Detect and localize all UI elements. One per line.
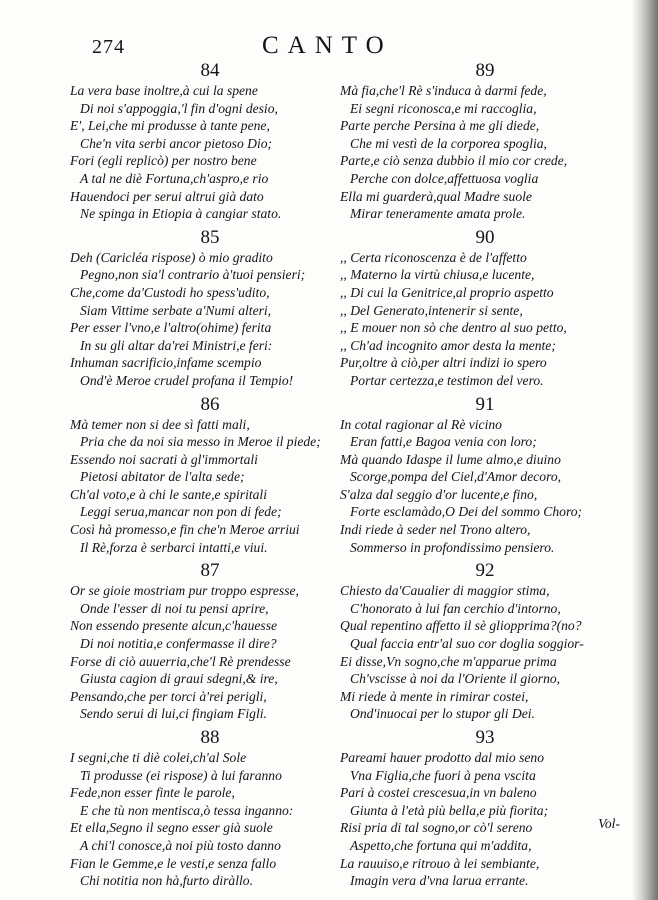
verse-line: Pur,oltre à ciò,per altri indizi io spero: [340, 355, 547, 371]
stanza: [70, 727, 350, 890]
verse-line: Ne spinga in Etiopia à cangiar stato.: [80, 206, 282, 222]
verse-line: Di noi s'appoggia,'l fin d'ogni desio,: [80, 100, 278, 116]
verse-line: Or se gioie mostriam pur troppo espresse,: [70, 583, 299, 599]
catchword: Vol-: [598, 816, 620, 831]
stanza-number: 87: [200, 560, 220, 582]
stanza: [70, 394, 350, 561]
verse-line: Ella mi guarderà,qual Madre suole: [340, 188, 532, 204]
verse-line: Il Rè,forza è serbarci intatti,e viui.: [80, 539, 268, 555]
binding-gutter-shadow: [632, 0, 658, 900]
verse-line: Et ella,Segno il segno esser già suole: [70, 820, 273, 836]
stanza-number: 92: [475, 560, 495, 582]
verse-line: ,, E mouer non sò che dentro al suo petto,: [340, 320, 567, 336]
verse-line: Scorge,pompa del Ciel,d'Amor decoro,: [350, 469, 562, 485]
verse-line: Imagin vera d'vna larua errante.: [350, 873, 529, 889]
verse-line: Perche con dolce,affettuosa voglia: [350, 170, 539, 186]
verse-line: A tal ne diè Fortuna,ch'aspro,e rio: [80, 170, 269, 186]
verse-line: La rauuiso,e ritrouo à lei sembiante,: [340, 855, 540, 871]
verse-line: Indi riede à seder nel Trono altero,: [340, 522, 531, 538]
verse-line: Che,come da'Custodi ho spess'udito,: [70, 284, 270, 300]
verse-line: Mirar teneramente amata prole.: [350, 206, 526, 222]
verse-line: ,, Ch'ad incognito amor desta la mente;: [340, 337, 556, 353]
verse-line: Così hà promesso,e fin che'n Meroe arriui: [70, 522, 300, 538]
verse-line: Chiesto da'Caualier di maggior stima,: [340, 583, 550, 599]
verse-line: Giunta à l'età più bella,e più fiorita;: [350, 802, 549, 818]
verse-line: Ond'inuocai per lo stupor gli Dei.: [350, 706, 535, 722]
stanza: [70, 60, 350, 227]
verse-line: Ch'vscisse à noi da l'Oriente il giorno,: [350, 671, 561, 687]
right-column: [340, 60, 630, 890]
verse-line: ,, Certa riconoscenza è de l'affetto: [340, 249, 527, 265]
verse-line: E', Lei,che mi produsse à tante pene,: [70, 118, 270, 134]
verse-line: Onde l'esser di noi tu pensi aprire,: [80, 600, 269, 616]
verse-line: Non essendo presente alcun,c'hauesse: [70, 618, 278, 634]
verse-line: Pareami hauer prodotto dal mio seno: [340, 750, 545, 765]
stanza-number: 86: [200, 393, 220, 415]
stanza: [70, 227, 350, 394]
verse-line: Ond'è Meroe crudel profana il Tempio!: [80, 372, 294, 388]
verse-line: E che tù non mentisca,ò tessa inganno:: [80, 802, 294, 818]
verse-line: ,, Di cui la Genitrice,al proprio aspetto: [340, 284, 554, 300]
stanza-number: 89: [475, 60, 495, 81]
verse-line: Portar certezza,e testimon del vero.: [350, 372, 544, 388]
verse-line: Che mi vestì de la corporea spoglia,: [350, 135, 547, 151]
verse-line: Qual repentino affetto il sè gliopprima?(no?: [340, 618, 582, 634]
stanza-number: 93: [475, 727, 495, 748]
verse-line: Eran fatti,e Bagoa venia con loro;: [350, 434, 537, 450]
verse-line: Mà temer non si dee sì fatti mali,: [70, 416, 250, 432]
verse-line: Fori (egli replicò) per nostro bene: [70, 153, 257, 169]
stanza: [340, 227, 630, 394]
verse-line: Pria che da noi sia messo in Meroe il piede;: [80, 434, 321, 450]
verse-line: ,, Del Generato,intenerir si sente,: [340, 302, 523, 318]
verse-line: Qual faccia entr'al suo cor doglia soggior-: [350, 636, 584, 652]
stanza-number: 88: [200, 727, 220, 748]
verse-line: Ti produsse (ei rispose) à lui faranno: [80, 767, 282, 783]
verse-line: Pari à costei crescesua,in vn baleno: [340, 785, 537, 801]
verse-line: Ch'al voto,e à chi le sante,e spiritali: [70, 486, 267, 502]
stanza: [340, 394, 630, 561]
verse-line: Aspetto,che fortuna qui m'addita,: [350, 837, 532, 853]
verse-line: Di noi notitia,e confermasse il dire?: [80, 636, 277, 652]
stanza-number: 84: [200, 60, 220, 81]
verse-line: Essendo noi sacrati à gl'immortali: [70, 451, 258, 467]
verse-line: Ei disse,Vn sogno,che m'apparue prima: [340, 653, 557, 669]
verse-line: Hauendoci per serui altrui già dato: [70, 188, 264, 204]
verse-line: Mà fia,che'l Rè s'induca à darmi fede,: [340, 83, 547, 98]
verse-line: In cotal ragionar al Rè vicino: [340, 416, 502, 432]
verse-line: A chi'l conosce,à noi più tosto danno: [80, 837, 281, 853]
verse-line: Che'n vita serbi ancor pietoso Dio;: [80, 135, 273, 151]
verse-line: Ei segni riconosca,e mi raccoglia,: [350, 100, 537, 116]
verse-line: Vna Figlia,che fuori à pena vscita: [350, 767, 536, 783]
verse-line: Chi notitia non hà,furto diràllo.: [80, 873, 253, 889]
verse-line: Pietosi abitator de l'alta sede;: [80, 469, 245, 485]
left-column: [70, 60, 350, 890]
verse-line: Per esser l'vno,e l'altro(ohime) ferita: [70, 320, 272, 336]
verse-line: Deh (Caricléa rispose) ò mio gradito: [70, 249, 273, 265]
verse-line: Sommerso in profondissimo pensiero.: [350, 539, 555, 555]
verse-line: Mà quando Idaspe il lume almo,e diuino: [340, 451, 561, 467]
verse-line: C'honorato à lui fan cerchio d'intorno,: [350, 600, 561, 616]
verse-line: Sendo serui di lui,ci fingiam Figli.: [80, 706, 267, 722]
verse-line: ,, Materno la virtù chiusa,e lucente,: [340, 267, 535, 283]
verse-line: Siam Vittime serbate a'Numi alteri,: [80, 302, 272, 318]
stanza: [340, 60, 630, 227]
verse-line: La vera base inoltre,à cui la spene: [70, 83, 258, 98]
verse-line: Leggi serua,mancar non pon di fede;: [80, 504, 282, 520]
page-number: 274: [92, 36, 125, 58]
verse-line: Inhuman sacrificio,infame scempio: [70, 355, 262, 371]
stanza: [340, 727, 630, 890]
verse-line: Parte perche Persina à me gli diede,: [340, 118, 540, 134]
verse-line: In su gli altar da'rei Ministri,e feri:: [80, 337, 273, 353]
verse-line: Parte,e ciò senza dubbio il mio cor crede,: [340, 153, 568, 169]
verse-line: Fede,non esser finte le parole,: [70, 785, 235, 801]
stanza: [340, 560, 630, 727]
verse-line: Fian le Gemme,e le vesti,e senza fallo: [70, 855, 277, 871]
running-head: CANTO: [262, 32, 393, 59]
verse-line: Mi riede à mente in rimirar costei,: [340, 688, 529, 704]
stanza-number: 90: [475, 226, 495, 248]
verse-line: Forse di ciò auuerria,che'l Rè prendesse: [70, 653, 291, 669]
verse-line: Giusta cagion di graui sdegni,& ire,: [80, 671, 278, 687]
verse-line: Pegno,non sia'l contrario à'tuoi pensieri;: [80, 267, 306, 283]
verse-line: Forte esclamàdo,O Dei del sommo Choro;: [350, 504, 583, 520]
verse-line: I segni,che ti diè colei,ch'al Sole: [70, 750, 247, 765]
verse-line: S'alza dal seggio d'or lucente,e fino,: [340, 486, 538, 502]
stanza-number: 85: [200, 226, 220, 248]
stanza-number: 91: [475, 393, 495, 415]
verse-line: Risi pria di tal sogno,or cò'l sereno: [340, 820, 533, 836]
stanza: [70, 560, 350, 727]
verse-line: Pensando,che per torci à'rei perigli,: [70, 688, 267, 704]
